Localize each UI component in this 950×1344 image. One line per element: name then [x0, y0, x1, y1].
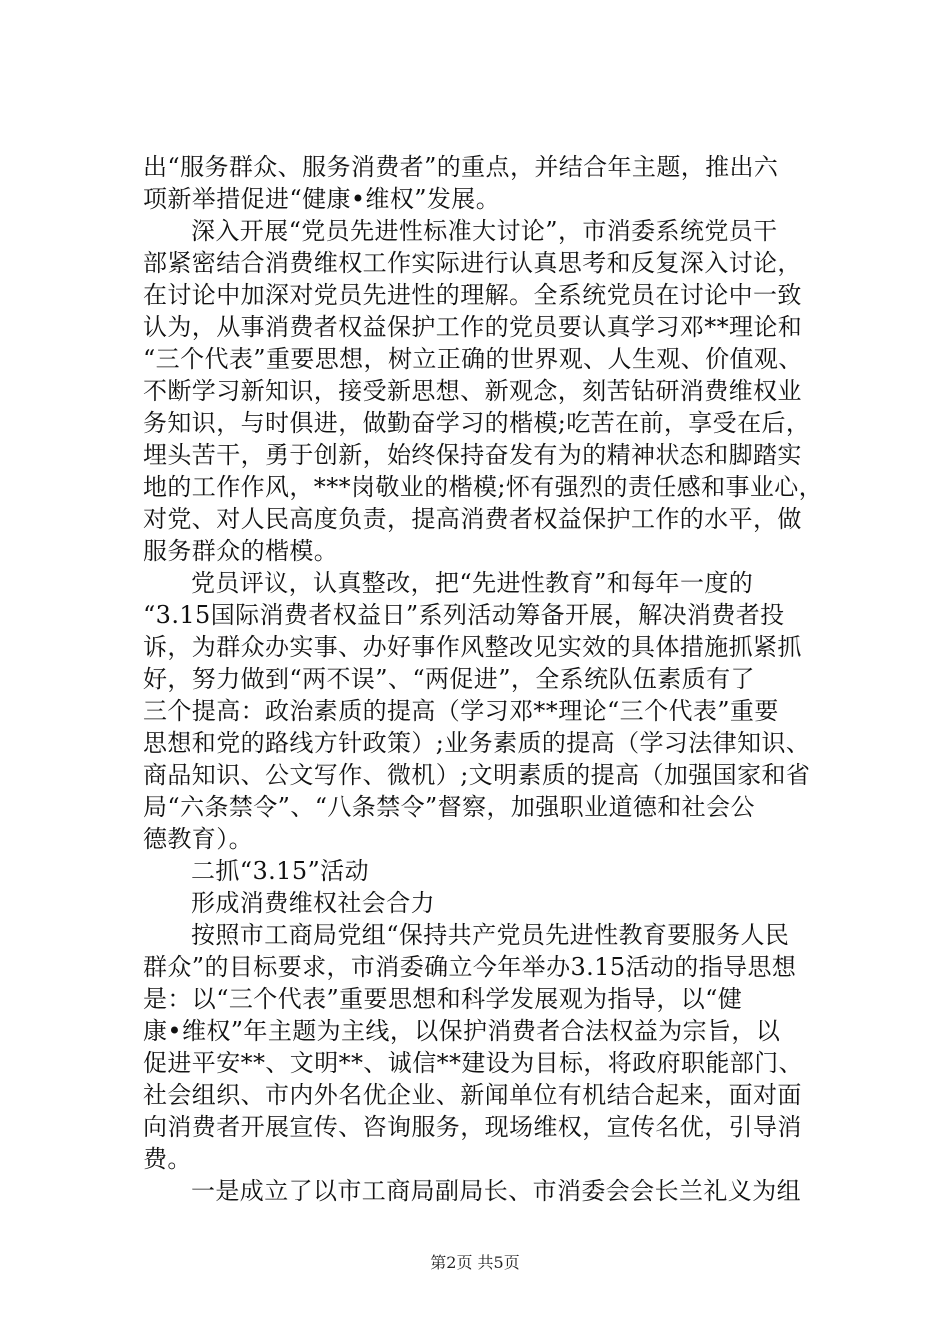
text-line: 二抓“3.15”活动: [191, 857, 369, 885]
text-line: 诉，为群众办实事、办好事作风整改见实效的具体措施抓紧抓: [143, 633, 802, 661]
text-line: 认为，从事消费者权益保护工作的党员要认真学习邓**理论和: [143, 313, 803, 341]
text-line: 是：以“三个代表”重要思想和科学发展观为指导，以“健: [143, 985, 743, 1013]
text-line: 德教育）。: [143, 825, 253, 853]
text-line: “3.15国际消费者权益日”系列活动筹备开展，解决消费者投: [143, 601, 785, 629]
page-footer: 第2页 共5页: [430, 1253, 520, 1272]
text-line: 商品知识、公文写作、微机）;文明素质的提高（加强国家和省: [143, 761, 811, 789]
text-line: 出“服务群众、服务消费者”的重点，并结合年主题，推出六: [143, 153, 779, 181]
text-line: 康•维权”年主题为主线，以保护消费者合法权益为宗旨，以: [143, 1017, 781, 1045]
text-line: 地的工作作风，***岗敬业的楷模;怀有强烈的责任感和事业心，: [143, 473, 824, 501]
text-line: 一是成立了以市工商局副局长、市消委会会长兰礼义为组: [191, 1177, 801, 1205]
text-line: 项新举措促进“健康•维权”发展。: [143, 185, 501, 213]
text-line: “三个代表”重要思想，树立正确的世界观、人生观、价值观、: [143, 345, 803, 373]
text-line: 促进平安**、文明**、诚信**建设为目标，将政府职能部门、: [143, 1049, 803, 1077]
text-line: 思想和党的路线方针政策）;业务素质的提高（学习法律知识、: [143, 729, 811, 757]
text-line: 部紧密结合消费维权工作实际进行认真思考和反复深入讨论，: [143, 249, 802, 277]
text-line: 党员评议，认真整改，把“先进性教育”和每年一度的: [191, 569, 754, 597]
text-line: 务知识，与时俱进，做勤奋学习的楷模;吃苦在前，享受在后，: [143, 409, 811, 437]
text-line: 局“六条禁令”、“八条禁令”督察，加强职业道德和社会公: [143, 793, 755, 821]
text-line: 形成消费维权社会合力: [191, 889, 435, 917]
text-line: 费。: [143, 1145, 192, 1173]
text-line: 服务群众的楷模。: [143, 537, 339, 565]
document-body: [143, 151, 833, 1207]
text-line: 在讨论中加深对党员先进性的理解。全系统党员在讨论中一致: [143, 281, 802, 309]
text-line: 向消费者开展宣传、咨询服务，现场维权，宣传名优，引导消: [143, 1113, 802, 1141]
text-line: 不断学习新知识，接受新思想、新观念，刻苦钻研消费维权业: [143, 377, 802, 405]
text-line: 三个提高：政治素质的提高（学习邓**理论“三个代表”重要: [143, 697, 779, 725]
text-line: 社会组织、市内外名优企业、新闻单位有机结合起来，面对面: [143, 1081, 802, 1109]
text-line: 深入开展“党员先进性标准大讨论”，市消委系统党员干: [191, 217, 778, 245]
text-line: 埋头苦干，勇于创新，始终保持奋发有为的精神状态和脚踏实: [143, 441, 802, 469]
text-line: 好，努力做到“两不误”、“两促进”，全系统队伍素质有了: [143, 665, 755, 693]
text-line: 群众”的目标要求，市消委确立今年举办3.15活动的指导思想: [143, 953, 797, 981]
text-line: 对党、对人民高度负责，提高消费者权益保护工作的水平，做: [143, 505, 802, 533]
text-line: 按照市工商局党组“保持共产党员先进性教育要服务人民: [191, 921, 790, 949]
